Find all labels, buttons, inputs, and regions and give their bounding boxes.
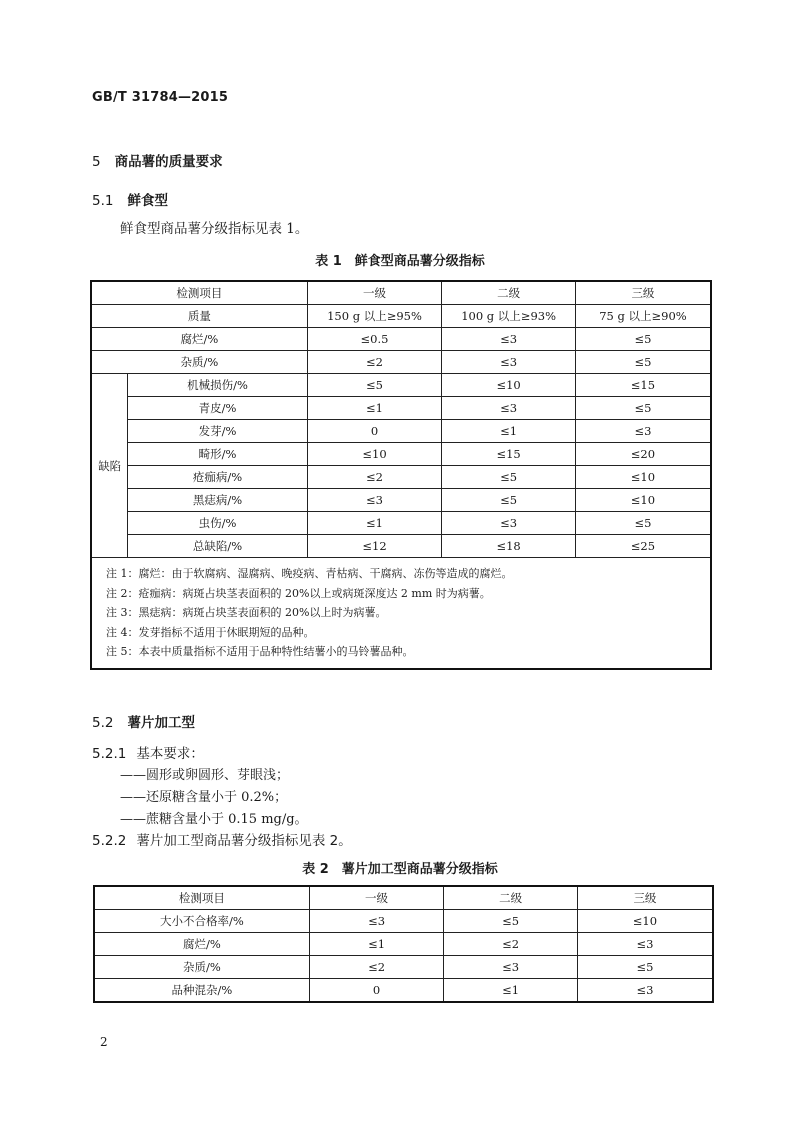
grade-1-cell: ≤5 bbox=[307, 374, 442, 397]
section-5-1-intro: 鲜食型商品薯分级指标见表 1。 bbox=[120, 221, 309, 237]
grade-2-cell: ≤5 bbox=[442, 489, 576, 512]
requirement-item: ——蔗糖含量小于 0.15 mg/g。 bbox=[120, 812, 308, 827]
grade-3-cell: ≤15 bbox=[575, 374, 711, 397]
page-number: 2 bbox=[100, 1035, 108, 1049]
table-row bbox=[91, 420, 711, 443]
table-row bbox=[91, 374, 711, 397]
note-line: 注 5：本表中质量指标不适用于品种特性结薯小的马铃薯品种。 bbox=[106, 645, 414, 658]
table-notes bbox=[91, 558, 711, 669]
grade-3-cell: ≤10 bbox=[575, 489, 711, 512]
header-cell: 一级 bbox=[307, 281, 442, 305]
item-cell: 总缺陷/% bbox=[128, 535, 307, 558]
requirement-item: ——圆形或卵圆形、芽眼浅； bbox=[120, 768, 290, 783]
header-cell: 一级 bbox=[309, 886, 444, 910]
item-cell: 虫伤/% bbox=[128, 512, 307, 535]
section-number: 5.2.1 bbox=[92, 746, 127, 762]
item-cell: 疮痂病/% bbox=[128, 466, 307, 489]
requirement-item: ——还原糖含量小于 0.2%； bbox=[120, 790, 288, 805]
table-1-caption: 表 1 鲜食型商品薯分级指标 bbox=[315, 254, 485, 269]
grade-1-cell: 150 g 以上≥95% bbox=[307, 305, 442, 328]
section-title: 薯片加工型 bbox=[127, 715, 195, 731]
grade-2-cell: ≤2 bbox=[444, 933, 578, 956]
table-row bbox=[91, 443, 711, 466]
table-row bbox=[94, 956, 713, 979]
grade-3-cell: ≤20 bbox=[575, 443, 711, 466]
grade-1-cell: ≤0.5 bbox=[307, 328, 442, 351]
item-cell: 质量 bbox=[91, 305, 307, 328]
grade-2-cell: ≤3 bbox=[442, 351, 576, 374]
grade-2-cell: 100 g 以上≥93% bbox=[442, 305, 576, 328]
table-2-caption: 表 2 薯片加工型商品薯分级指标 bbox=[302, 862, 498, 877]
notes-row bbox=[91, 558, 711, 669]
grade-2-cell: ≤5 bbox=[442, 466, 576, 489]
table-row bbox=[94, 933, 713, 956]
grade-3-cell: ≤5 bbox=[575, 328, 711, 351]
header-cell: 三级 bbox=[575, 281, 711, 305]
section-number: 5.2 bbox=[92, 715, 114, 731]
header-cell: 检测项目 bbox=[91, 281, 307, 305]
note-line: 注 3：黑痣病：病斑占块茎表面积的 20%以上时为病薯。 bbox=[106, 606, 387, 619]
item-cell: 大小不合格率/% bbox=[94, 910, 309, 933]
grade-1-cell: 0 bbox=[309, 979, 444, 1003]
grade-1-cell: ≤10 bbox=[307, 443, 442, 466]
grade-2-cell: ≤1 bbox=[444, 979, 578, 1003]
table-row bbox=[91, 535, 711, 558]
table-row bbox=[94, 910, 713, 933]
item-cell: 青皮/% bbox=[128, 397, 307, 420]
grade-1-cell: ≤12 bbox=[307, 535, 442, 558]
table-row bbox=[91, 512, 711, 535]
grade-2-cell: ≤3 bbox=[444, 956, 578, 979]
header-cell: 二级 bbox=[444, 886, 578, 910]
table-2 bbox=[93, 885, 714, 1003]
table-row bbox=[91, 305, 711, 328]
section-5-2-2-heading bbox=[92, 829, 352, 849]
table-header-row bbox=[94, 886, 713, 910]
grade-1-cell: ≤2 bbox=[307, 351, 442, 374]
grade-3-cell: ≤3 bbox=[577, 979, 713, 1003]
item-cell: 机械损伤/% bbox=[128, 374, 307, 397]
table-row bbox=[91, 328, 711, 351]
grade-2-cell: ≤3 bbox=[442, 397, 576, 420]
item-cell: 腐烂/% bbox=[94, 933, 309, 956]
grade-3-cell: ≤5 bbox=[575, 351, 711, 374]
table-row bbox=[94, 979, 713, 1003]
grade-1-cell: ≤2 bbox=[307, 466, 442, 489]
grade-3-cell: 75 g 以上≥90% bbox=[575, 305, 711, 328]
grade-3-cell: ≤10 bbox=[577, 910, 713, 933]
section-title: 商品薯的质量要求 bbox=[114, 154, 223, 170]
table-row bbox=[91, 466, 711, 489]
grade-3-cell: ≤3 bbox=[577, 933, 713, 956]
section-5-2-1-heading bbox=[92, 742, 204, 762]
note-line: 注 2：疮痂病：病斑占块茎表面积的 20%以上或病斑深度达 2 mm 时为病薯。 bbox=[106, 586, 491, 600]
item-cell: 杂质/% bbox=[94, 956, 309, 979]
header-cell: 三级 bbox=[577, 886, 713, 910]
grade-2-cell: ≤10 bbox=[442, 374, 576, 397]
section-5-heading bbox=[92, 150, 223, 170]
grade-2-cell: ≤1 bbox=[442, 420, 576, 443]
grade-3-cell: ≤5 bbox=[575, 397, 711, 420]
table-row bbox=[91, 397, 711, 420]
standard-header: GB/T 31784—2015 bbox=[92, 90, 229, 105]
note-line: 注 1：腐烂：由于软腐病、湿腐病、晚疫病、青枯病、干腐病、冻伤等造成的腐烂。 bbox=[106, 567, 513, 580]
section-title: 基本要求： bbox=[136, 746, 204, 762]
section-5-2-heading bbox=[92, 711, 195, 731]
grade-1-cell: ≤1 bbox=[307, 397, 442, 420]
section-5-1-heading bbox=[92, 189, 168, 209]
table-row bbox=[91, 489, 711, 512]
note-line: 注 4：发芽指标不适用于休眠期短的品种。 bbox=[106, 625, 315, 639]
defect-group-label: 缺陷 bbox=[91, 374, 128, 558]
item-cell: 发芽/% bbox=[128, 420, 307, 443]
item-cell: 黑痣病/% bbox=[128, 489, 307, 512]
table-1 bbox=[90, 280, 712, 670]
grade-1-cell: ≤3 bbox=[307, 489, 442, 512]
header-cell: 二级 bbox=[442, 281, 576, 305]
section-text: 薯片加工型商品薯分级指标见表 2。 bbox=[136, 833, 352, 849]
section-number: 5.2.2 bbox=[92, 833, 127, 849]
section-number: 5.1 bbox=[92, 193, 114, 209]
item-cell: 杂质/% bbox=[91, 351, 307, 374]
grade-3-cell: ≤25 bbox=[575, 535, 711, 558]
grade-2-cell: ≤3 bbox=[442, 328, 576, 351]
grade-2-cell: ≤5 bbox=[444, 910, 578, 933]
grade-2-cell: ≤3 bbox=[442, 512, 576, 535]
grade-3-cell: ≤3 bbox=[575, 420, 711, 443]
grade-3-cell: ≤5 bbox=[575, 512, 711, 535]
section-number: 5 bbox=[92, 154, 101, 170]
grade-1-cell: ≤1 bbox=[309, 933, 444, 956]
grade-1-cell: ≤2 bbox=[309, 956, 444, 979]
grade-3-cell: ≤5 bbox=[577, 956, 713, 979]
item-cell: 腐烂/% bbox=[91, 328, 307, 351]
header-cell: 检测项目 bbox=[94, 886, 309, 910]
table-header-row bbox=[91, 281, 711, 305]
grade-2-cell: ≤15 bbox=[442, 443, 576, 466]
grade-2-cell: ≤18 bbox=[442, 535, 576, 558]
grade-3-cell: ≤10 bbox=[575, 466, 711, 489]
item-cell: 品种混杂/% bbox=[94, 979, 309, 1003]
grade-1-cell: ≤1 bbox=[307, 512, 442, 535]
section-title: 鲜食型 bbox=[127, 193, 168, 209]
grade-1-cell: ≤3 bbox=[309, 910, 444, 933]
table-row bbox=[91, 351, 711, 374]
item-cell: 畸形/% bbox=[128, 443, 307, 466]
grade-1-cell: 0 bbox=[307, 420, 442, 443]
